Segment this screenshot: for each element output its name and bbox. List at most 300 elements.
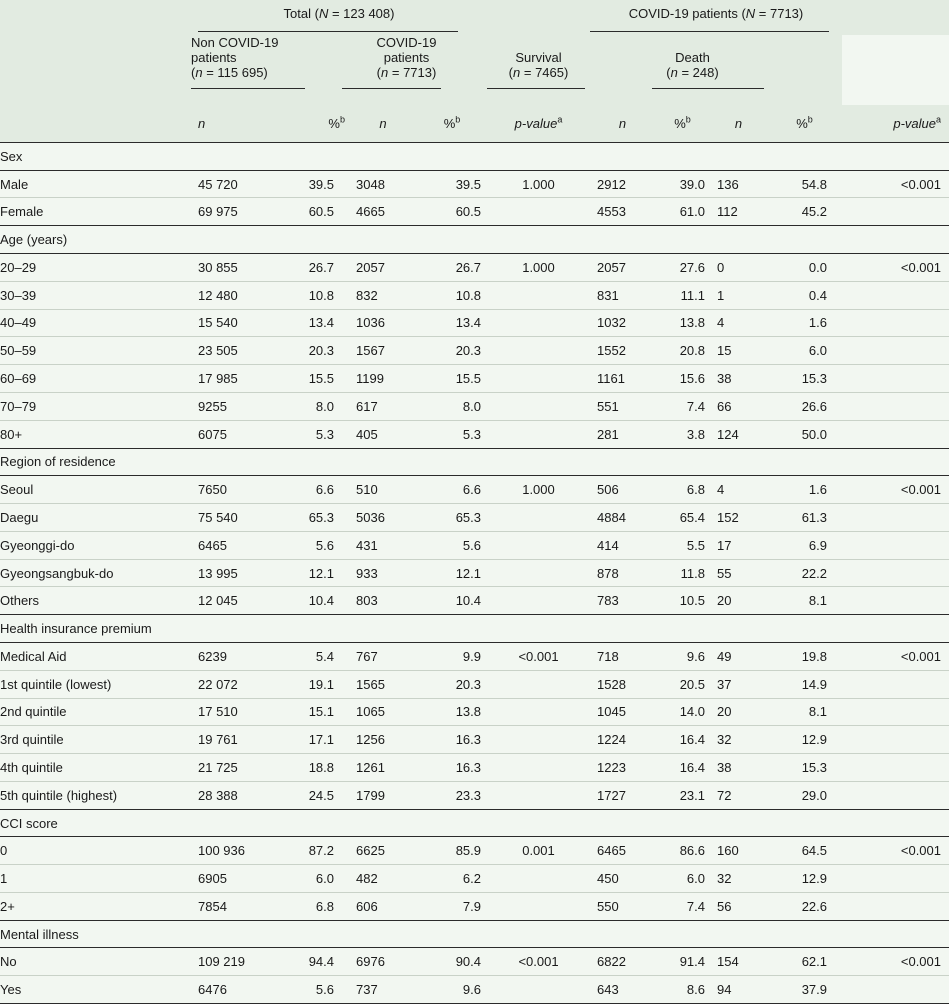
table-cell (842, 281, 949, 309)
table-cell: 17 (710, 531, 767, 559)
table-cell: 23 505 (191, 337, 290, 365)
table-cell (842, 670, 949, 698)
table-cell: 37.9 (767, 976, 842, 1004)
table-cell: 65.4 (655, 504, 710, 532)
table-cell (842, 531, 949, 559)
survival-header: Survival (n = 7465) (487, 35, 655, 105)
table-cell: 6.2 (417, 865, 487, 893)
table-cell: 482 (349, 865, 417, 893)
table-cell: 10.8 (417, 281, 487, 309)
row-label: Others (0, 587, 191, 615)
table-cell: 17.1 (290, 726, 349, 754)
table-cell: 14.9 (767, 670, 842, 698)
row-label: Yes (0, 976, 191, 1004)
table-cell: 767 (349, 642, 417, 670)
table-cell: 6.0 (767, 337, 842, 365)
table-cell: 5.4 (290, 642, 349, 670)
section-title: Age (years) (0, 226, 949, 254)
table-cell: 718 (590, 642, 655, 670)
table-cell (487, 531, 590, 559)
table-cell (487, 392, 590, 420)
table-cell: 8.1 (767, 698, 842, 726)
table-cell: 6075 (191, 420, 290, 448)
table-cell: 0.001 (487, 837, 590, 865)
table-cell: 22 072 (191, 670, 290, 698)
table-cell: 66 (710, 392, 767, 420)
table-cell: 0 (710, 253, 767, 281)
table-cell: 10.8 (290, 281, 349, 309)
table-cell (487, 337, 590, 365)
table-cell: 2057 (349, 253, 417, 281)
table-cell: 737 (349, 976, 417, 1004)
table-cell: 6625 (349, 837, 417, 865)
table-row (0, 198, 949, 226)
table-cell: 7650 (191, 476, 290, 504)
table-cell: 4553 (590, 198, 655, 226)
col-pct: %$^b$ (767, 105, 842, 143)
table-cell (842, 587, 949, 615)
table-cell: 1.000 (487, 253, 590, 281)
table-cell: 1.6 (767, 309, 842, 337)
table-cell (842, 976, 949, 1004)
table-cell: 832 (349, 281, 417, 309)
table-cell: 6.6 (290, 476, 349, 504)
table-cell: 281 (590, 420, 655, 448)
header-stub (0, 0, 191, 35)
table-cell: 94.4 (290, 948, 349, 976)
table-cell: 75 540 (191, 504, 290, 532)
table-cell (842, 865, 949, 893)
row-label: 2+ (0, 892, 191, 920)
table-cell: 5.3 (290, 420, 349, 448)
row-label: Medical Aid (0, 642, 191, 670)
table-cell: 8.0 (417, 392, 487, 420)
table-cell: 6976 (349, 948, 417, 976)
table-cell: 4884 (590, 504, 655, 532)
table-cell: 65.3 (290, 504, 349, 532)
table-cell: 0.4 (767, 281, 842, 309)
table-cell: 15 (710, 337, 767, 365)
table-cell: 21 725 (191, 754, 290, 782)
table-cell: 1036 (349, 309, 417, 337)
table-cell: 62.1 (767, 948, 842, 976)
table-cell: 8.1 (767, 587, 842, 615)
table-cell (487, 670, 590, 698)
table-cell: 14.0 (655, 698, 710, 726)
table-cell: 86.6 (655, 837, 710, 865)
table-cell: <0.001 (842, 642, 949, 670)
table-cell: 39.5 (290, 170, 349, 198)
table-cell: 506 (590, 476, 655, 504)
table-cell (487, 559, 590, 587)
table-cell: 10.5 (655, 587, 710, 615)
table-cell: 24.5 (290, 781, 349, 809)
table-cell: 20.5 (655, 670, 710, 698)
table-cell: 16.3 (417, 754, 487, 782)
table-cell: 39.0 (655, 170, 710, 198)
table-cell: 643 (590, 976, 655, 1004)
table-cell: 933 (349, 559, 417, 587)
table-cell: 32 (710, 726, 767, 754)
table-cell (487, 781, 590, 809)
table-cell: 15.3 (767, 754, 842, 782)
table-cell: 124 (710, 420, 767, 448)
table-cell: 109 219 (191, 948, 290, 976)
table-cell: 8.6 (655, 976, 710, 1004)
table-cell: 12 480 (191, 281, 290, 309)
table-cell: 1161 (590, 365, 655, 393)
table-cell: 20 (710, 587, 767, 615)
section-row (0, 448, 949, 476)
table-cell (842, 726, 949, 754)
table-cell (842, 337, 949, 365)
col-pct: %$^b$ (417, 105, 487, 143)
table-cell: 16.4 (655, 726, 710, 754)
section-row (0, 809, 949, 837)
section-row (0, 615, 949, 643)
table-cell: 5.6 (290, 976, 349, 1004)
table-cell: 1065 (349, 698, 417, 726)
table-cell: 1727 (590, 781, 655, 809)
table-cell: 20 (710, 698, 767, 726)
table-cell: 5.6 (290, 531, 349, 559)
table-body (0, 143, 949, 1004)
table-cell: 87.2 (290, 837, 349, 865)
table-cell: 100 936 (191, 837, 290, 865)
total-header: Total (N = 123 408) (191, 0, 487, 35)
table-cell: 15.3 (767, 365, 842, 393)
table-cell: 6.8 (655, 476, 710, 504)
table-cell (487, 726, 590, 754)
table-cell: 1032 (590, 309, 655, 337)
table-cell (487, 698, 590, 726)
table-cell: 152 (710, 504, 767, 532)
row-label: 1st quintile (lowest) (0, 670, 191, 698)
table-cell: 1256 (349, 726, 417, 754)
row-label: No (0, 948, 191, 976)
table-cell: 2912 (590, 170, 655, 198)
table-cell (487, 865, 590, 893)
table-row (0, 698, 949, 726)
table-cell: 13.8 (417, 698, 487, 726)
row-label: Daegu (0, 504, 191, 532)
table-cell: 6465 (590, 837, 655, 865)
table-cell (842, 504, 949, 532)
table-cell: 1.000 (487, 170, 590, 198)
table-row (0, 948, 949, 976)
col-p-value: p-value$^a$ (842, 105, 949, 143)
table-cell: <0.001 (487, 948, 590, 976)
table-cell: 450 (590, 865, 655, 893)
table-cell: 136 (710, 170, 767, 198)
table-cell: 55 (710, 559, 767, 587)
table-cell: 19.1 (290, 670, 349, 698)
section-title: Mental illness (0, 920, 949, 948)
table-cell: 1552 (590, 337, 655, 365)
col-n: n (191, 105, 290, 143)
table-cell: 6822 (590, 948, 655, 976)
table-cell: 12.9 (767, 726, 842, 754)
table-cell: 64.5 (767, 837, 842, 865)
col-n: n (590, 105, 655, 143)
table-cell: 154 (710, 948, 767, 976)
table-cell: 11.1 (655, 281, 710, 309)
table-row (0, 976, 949, 1004)
table-cell: 20.3 (417, 670, 487, 698)
table-cell: 510 (349, 476, 417, 504)
table-cell: 7854 (191, 892, 290, 920)
table-cell: 61.3 (767, 504, 842, 532)
table-cell: 431 (349, 531, 417, 559)
table-cell (487, 754, 590, 782)
table-cell: 414 (590, 531, 655, 559)
table-cell: <0.001 (842, 948, 949, 976)
table-cell: 54.8 (767, 170, 842, 198)
table-row (0, 253, 949, 281)
table-cell: 803 (349, 587, 417, 615)
section-title: Health insurance premium (0, 615, 949, 643)
table-cell: 5.5 (655, 531, 710, 559)
row-label: 30–39 (0, 281, 191, 309)
row-label: Seoul (0, 476, 191, 504)
table-cell: 20.3 (417, 337, 487, 365)
table-row (0, 365, 949, 393)
table-cell (842, 365, 949, 393)
table-cell: 617 (349, 392, 417, 420)
table-cell: 4665 (349, 198, 417, 226)
table-cell: <0.001 (842, 170, 949, 198)
row-label: 1 (0, 865, 191, 893)
table-cell: 30 855 (191, 253, 290, 281)
table-cell (487, 420, 590, 448)
section-title: Region of residence (0, 448, 949, 476)
table-row (0, 837, 949, 865)
table-cell: 6476 (191, 976, 290, 1004)
table-cell: 23.3 (417, 781, 487, 809)
table-cell: 17 510 (191, 698, 290, 726)
table-cell: 28 388 (191, 781, 290, 809)
col-pct: %$^b$ (290, 105, 349, 143)
table-cell: 16.4 (655, 754, 710, 782)
table-cell: 11.8 (655, 559, 710, 587)
table-cell: 550 (590, 892, 655, 920)
row-label: Gyeonggi-do (0, 531, 191, 559)
table-cell: 112 (710, 198, 767, 226)
row-label: 80+ (0, 420, 191, 448)
table-row (0, 642, 949, 670)
table-cell: 13.4 (417, 309, 487, 337)
table-cell: 91.4 (655, 948, 710, 976)
col-pct: %$^b$ (655, 105, 710, 143)
table-cell: 3.8 (655, 420, 710, 448)
table-row (0, 392, 949, 420)
table-cell: 13 995 (191, 559, 290, 587)
table-cell: 20.8 (655, 337, 710, 365)
table-cell: 9255 (191, 392, 290, 420)
table-cell: 5.3 (417, 420, 487, 448)
table-cell: <0.001 (842, 837, 949, 865)
table-cell: 1528 (590, 670, 655, 698)
table-cell: <0.001 (842, 253, 949, 281)
table-cell: 38 (710, 365, 767, 393)
table-cell: 94 (710, 976, 767, 1004)
table-cell: 22.2 (767, 559, 842, 587)
table-cell (842, 754, 949, 782)
non-covid-header: Non COVID-19 patients (n = 115 695) (191, 35, 349, 105)
table-cell: 12.1 (417, 559, 487, 587)
table-row (0, 670, 949, 698)
table-cell: 32 (710, 865, 767, 893)
table-cell: 17 985 (191, 365, 290, 393)
table-cell: 15.6 (655, 365, 710, 393)
table-cell (842, 198, 949, 226)
row-label: 60–69 (0, 365, 191, 393)
table-cell: 72 (710, 781, 767, 809)
table-cell: 45.2 (767, 198, 842, 226)
table-cell: 56 (710, 892, 767, 920)
table-cell: 405 (349, 420, 417, 448)
table-row (0, 587, 949, 615)
table-cell: 6.0 (655, 865, 710, 893)
table-cell: 15.5 (290, 365, 349, 393)
table-cell: 1.6 (767, 476, 842, 504)
row-label: 2nd quintile (0, 698, 191, 726)
table-cell (487, 309, 590, 337)
table-cell: 831 (590, 281, 655, 309)
table-cell: 1045 (590, 698, 655, 726)
table-cell: 60.5 (290, 198, 349, 226)
death-header: Death (n = 248) (655, 35, 767, 105)
table-cell: 4 (710, 309, 767, 337)
table-cell: 65.3 (417, 504, 487, 532)
table-cell: 7.9 (417, 892, 487, 920)
table-cell: 29.0 (767, 781, 842, 809)
table-cell: 19 761 (191, 726, 290, 754)
table-cell: 45 720 (191, 170, 290, 198)
table-cell: 1223 (590, 754, 655, 782)
table-cell: 15.5 (417, 365, 487, 393)
table-cell: 20.3 (290, 337, 349, 365)
row-label: 20–29 (0, 253, 191, 281)
table-cell: 16.3 (417, 726, 487, 754)
col-p-value: p-value$^a$ (487, 105, 590, 143)
table-row (0, 531, 949, 559)
row-label: 5th quintile (highest) (0, 781, 191, 809)
table-cell (487, 281, 590, 309)
table-cell: 1224 (590, 726, 655, 754)
section-title: Sex (0, 143, 949, 171)
table-cell: 10.4 (290, 587, 349, 615)
table-cell: 6465 (191, 531, 290, 559)
table-row (0, 504, 949, 532)
table-cell: 12.1 (290, 559, 349, 587)
table-cell: 90.4 (417, 948, 487, 976)
table-cell: 6905 (191, 865, 290, 893)
table-row (0, 892, 949, 920)
table-row (0, 476, 949, 504)
table-cell: 39.5 (417, 170, 487, 198)
row-label: 40–49 (0, 309, 191, 337)
row-label: 4th quintile (0, 754, 191, 782)
table-cell (842, 420, 949, 448)
table-cell: 1261 (349, 754, 417, 782)
table-cell: 7.4 (655, 892, 710, 920)
table-cell: 551 (590, 392, 655, 420)
table-cell: 15 540 (191, 309, 290, 337)
table-row (0, 559, 949, 587)
table-cell: 13.8 (655, 309, 710, 337)
table-cell: 22.6 (767, 892, 842, 920)
table-cell (842, 309, 949, 337)
column-header-row (0, 105, 949, 143)
table-cell: 38 (710, 754, 767, 782)
table-cell: 1.000 (487, 476, 590, 504)
table-cell (487, 198, 590, 226)
table-cell: 13.4 (290, 309, 349, 337)
table-cell: 50.0 (767, 420, 842, 448)
section-row (0, 143, 949, 171)
table-cell: 6.6 (417, 476, 487, 504)
section-title: CCI score (0, 809, 949, 837)
table-row (0, 754, 949, 782)
section-row (0, 226, 949, 254)
table-row (0, 337, 949, 365)
table-cell: 10.4 (417, 587, 487, 615)
table-cell: 2057 (590, 253, 655, 281)
row-label: Female (0, 198, 191, 226)
table-cell (487, 587, 590, 615)
row-label: 70–79 (0, 392, 191, 420)
table-cell: 9.6 (655, 642, 710, 670)
table-cell: 6.9 (767, 531, 842, 559)
table-cell: 6239 (191, 642, 290, 670)
table-cell (487, 365, 590, 393)
table-cell: 15.1 (290, 698, 349, 726)
table-cell (842, 698, 949, 726)
table-cell: 6.0 (290, 865, 349, 893)
table-cell: 1199 (349, 365, 417, 393)
row-label: 50–59 (0, 337, 191, 365)
table-cell: 27.6 (655, 253, 710, 281)
table-cell: 8.0 (290, 392, 349, 420)
table-cell: 60.5 (417, 198, 487, 226)
table-cell: 1567 (349, 337, 417, 365)
table-cell (842, 559, 949, 587)
table-cell: 878 (590, 559, 655, 587)
table-row (0, 420, 949, 448)
table-cell: 5.6 (417, 531, 487, 559)
table-cell: 26.7 (417, 253, 487, 281)
table-row (0, 781, 949, 809)
table-cell: 9.6 (417, 976, 487, 1004)
table-cell (842, 892, 949, 920)
table-cell (487, 976, 590, 1004)
table-row (0, 865, 949, 893)
table-cell: 19.8 (767, 642, 842, 670)
table-cell: 1565 (349, 670, 417, 698)
table-cell: 7.4 (655, 392, 710, 420)
table-cell: 18.8 (290, 754, 349, 782)
table-cell: 69 975 (191, 198, 290, 226)
row-label: Gyeongsangbuk-do (0, 559, 191, 587)
table-cell: 23.1 (655, 781, 710, 809)
table-cell: 3048 (349, 170, 417, 198)
table-cell: 9.9 (417, 642, 487, 670)
table-row (0, 281, 949, 309)
table-cell: 37 (710, 670, 767, 698)
table-cell: 26.7 (290, 253, 349, 281)
covid-patients-header: COVID-19 patients (n = 7713) (349, 35, 487, 105)
